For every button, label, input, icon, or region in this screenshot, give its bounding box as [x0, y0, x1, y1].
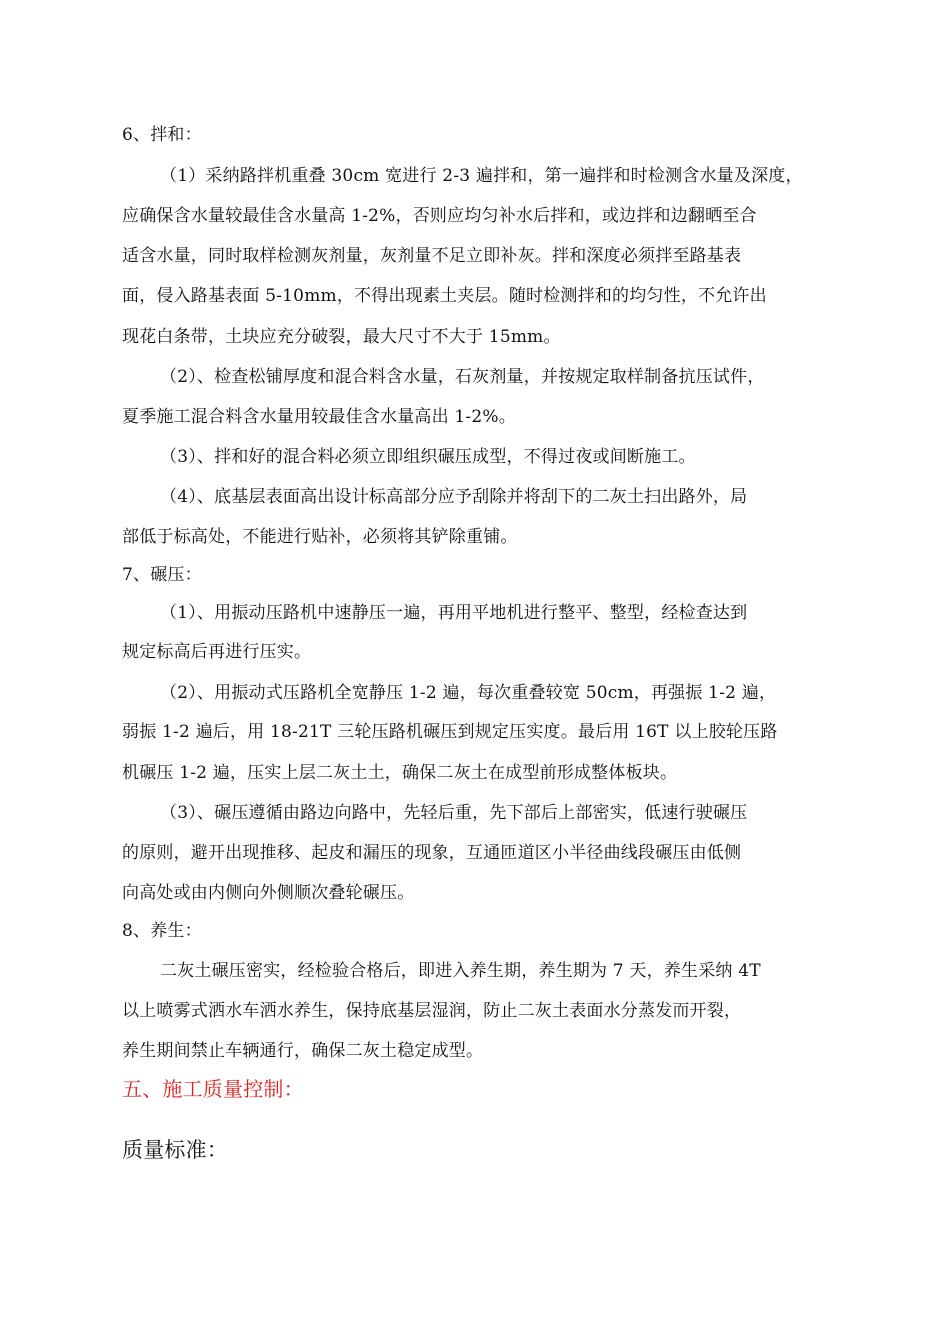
paragraph-line: 夏季施工混合料含水量用较最佳含水量高出 1-2%。	[122, 407, 516, 427]
paragraph-line: 应确保含水量较最佳含水量高 1-2%，否则应均匀补水后拌和，或边拌和边翻晒至合	[122, 206, 757, 226]
paragraph-line: （2）、用振动式压路机全宽静压 1-2 遍，每次重叠较宽 50cm，再强振 1-2 遍，	[160, 683, 777, 703]
paragraph-line: （2）、检查松铺厚度和混合料含水量，石灰剂量，并按规定取样制备抗压试件，	[160, 367, 765, 387]
section-5-title: 五、施工质量控制：	[122, 1077, 304, 1101]
paragraph-line: 面，侵入路基表面 5-10mm，不得出现素土夹层。随时检测拌和的均匀性，不允许出	[122, 286, 767, 306]
paragraph-line: 养生期间禁止车辆通行，确保二灰土稳定成型。	[122, 1041, 484, 1061]
paragraph-line: （1）、用振动压路机中速静压一遍，再用平地机进行整平、整型，经检查达到	[160, 603, 748, 623]
paragraph-line: 规定标高后再进行压实。	[122, 642, 312, 662]
paragraph-line: 机碾压 1-2 遍，压实上层二灰土土，确保二灰土在成型前形成整体板块。	[122, 763, 678, 783]
paragraph-line: 弱振 1-2 遍后，用 18-21T 三轮压路机碾压到规定压实度。最后用 16T 以上胶轮压路	[122, 722, 778, 742]
paragraph-line: （1）采纳路拌机重叠 30cm 宽进行 2-3 遍拌和，第一遍拌和时检测含水量及深度，	[160, 166, 803, 186]
paragraph-line: （3）、碾压遵循由路边向路中，先轻后重，先下部后上部密实，低速行驶碾压	[160, 803, 748, 823]
section-7-heading: 7、碾压：	[122, 565, 202, 585]
paragraph-line: 二灰土碾压密实，经检验合格后，即进入养生期，养生期为 7 天，养生采纳 4T	[160, 961, 761, 981]
paragraph-line: 适含水量，同时取样检测灰剂量，灰剂量不足立即补灰。拌和深度必须拌至路基表	[122, 246, 742, 266]
section-6-heading: 6、拌和：	[122, 125, 202, 145]
paragraph-line: （3）、拌和好的混合料必须立即组织碾压成型，不得过夜或间断施工。	[160, 447, 696, 467]
paragraph-line: 现花白条带，土块应充分破裂，最大尺寸不大于 15mm。	[122, 327, 561, 347]
paragraph-line: 的原则，避开出现推移、起皮和漏压的现象，互通匝道区小半径曲线段碾压由低侧	[122, 843, 742, 863]
paragraph-line: 向高处或由内侧向外侧顺次叠轮碾压。	[122, 883, 415, 903]
paragraph-line: 以上喷雾式洒水车洒水养生，保持底基层湿润，防止二灰土表面水分蒸发而开裂，	[122, 1001, 742, 1021]
section-8-heading: 8、养生：	[122, 921, 202, 941]
paragraph-line: 部低于标高处，不能进行贴补，必须将其铲除重铺。	[122, 527, 518, 547]
quality-standard-heading: 质量标准：	[122, 1138, 228, 1162]
paragraph-line: （4）、底基层表面高出设计标高部分应予刮除并将刮下的二灰土扫出路外，局	[160, 487, 748, 507]
